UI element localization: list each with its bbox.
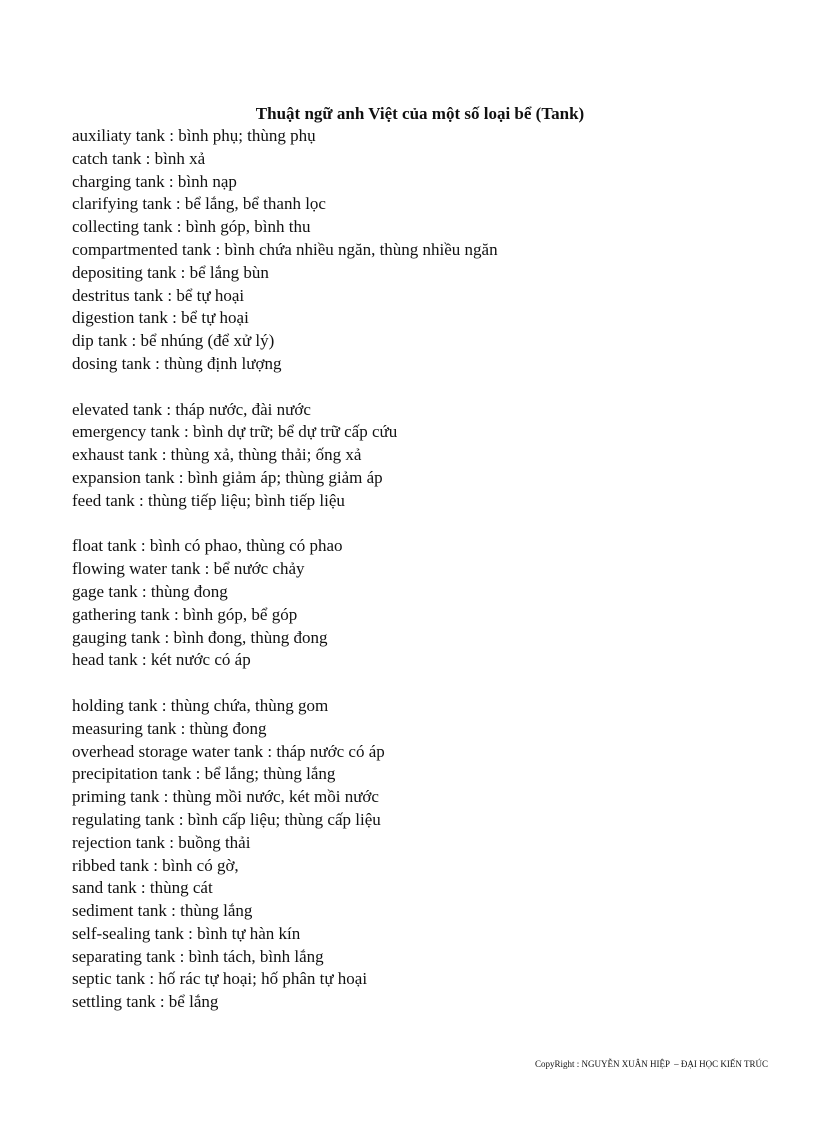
- glossary-entry: dosing tank : thùng định lượng: [72, 353, 282, 373]
- glossary-entry: holding tank : thùng chứa, thùng gom: [72, 695, 329, 715]
- glossary-entry: compartmented tank : bình chứa nhiều ngăn, thùng nhiều ngăn: [72, 239, 498, 259]
- glossary-entry: emergency tank : bình dự trữ; bể dự trữ cấp cứu: [72, 422, 398, 442]
- glossary-entry: feed tank : thùng tiếp liệu; bình tiếp liệu: [72, 490, 345, 510]
- glossary-entry: overhead storage water tank : tháp nước có áp: [72, 741, 385, 761]
- glossary-entry: ribbed tank : bình có gờ,: [72, 855, 239, 875]
- glossary-entry: septic tank : hố rác tự hoại; hố phân tự hoại: [72, 969, 368, 989]
- glossary-entry: regulating tank : bình cấp liệu; thùng cấp liệu: [72, 809, 381, 829]
- glossary-entry: gathering tank : bình góp, bể góp: [72, 604, 298, 624]
- glossary-entry: destritus tank : bể tự hoại: [72, 285, 245, 305]
- glossary-entry: auxiliaty tank : bình phụ; thùng phụ: [72, 126, 316, 145]
- glossary-entry: priming tank : thùng mồi nước, két mồi nước: [72, 787, 379, 807]
- glossary-entry: exhaust tank : thùng xả, thùng thải; ống xả: [72, 445, 362, 465]
- glossary-group: [72, 399, 772, 513]
- glossary-entry: clarifying tank : bể lắng, bể thanh lọc: [72, 194, 326, 214]
- page-title: Thuật ngữ anh Việt của một số loại bể (Tank): [255, 104, 585, 123]
- glossary-list: [72, 125, 772, 1014]
- glossary-entry: precipitation tank : bể lắng; thùng lắng: [72, 764, 336, 784]
- glossary-entry: self-sealing tank : bình tự hàn kín: [72, 923, 301, 943]
- glossary-entry: expansion tank : bình giảm áp; thùng giảm áp: [72, 467, 383, 487]
- glossary-entry: head tank : két nước có áp: [72, 650, 251, 670]
- copyright-footer: CopyRight : NGUYỄN XUÂN HIỆP – ĐẠI HỌC KIẾN TRÚC: [535, 1059, 768, 1069]
- glossary-entry: rejection tank : buồng thải: [72, 832, 251, 852]
- glossary-group: [72, 695, 772, 1014]
- glossary-entry: measuring tank : thùng đong: [72, 718, 267, 738]
- glossary-entry: sand tank : thùng cát: [72, 878, 213, 898]
- glossary-entry: catch tank : bình xả: [72, 148, 206, 168]
- glossary-entry: settling tank : bể lắng: [72, 992, 219, 1012]
- glossary-entry: sediment tank : thùng lắng: [72, 901, 253, 921]
- glossary-entry: digestion tank : bể tự hoại: [72, 308, 249, 328]
- glossary-group: [72, 125, 772, 376]
- glossary-entry: gage tank : thùng đong: [72, 581, 228, 601]
- glossary-entry: gauging tank : bình đong, thùng đong: [72, 627, 328, 647]
- glossary-entry: dip tank : bể nhúng (để xử lý): [72, 331, 275, 351]
- glossary-entry: elevated tank : tháp nước, đài nước: [72, 399, 311, 419]
- glossary-group: [72, 535, 772, 672]
- glossary-entry: float tank : bình có phao, thùng có phao: [72, 536, 343, 556]
- glossary-entry: flowing water tank : bể nước chảy: [72, 559, 305, 579]
- glossary-entry: depositing tank : bể lắng bùn: [72, 262, 269, 282]
- glossary-entry: charging tank : bình nạp: [72, 171, 237, 191]
- glossary-entry: collecting tank : bình góp, bình thu: [72, 217, 311, 237]
- glossary-entry: separating tank : bình tách, bình lắng: [72, 946, 324, 966]
